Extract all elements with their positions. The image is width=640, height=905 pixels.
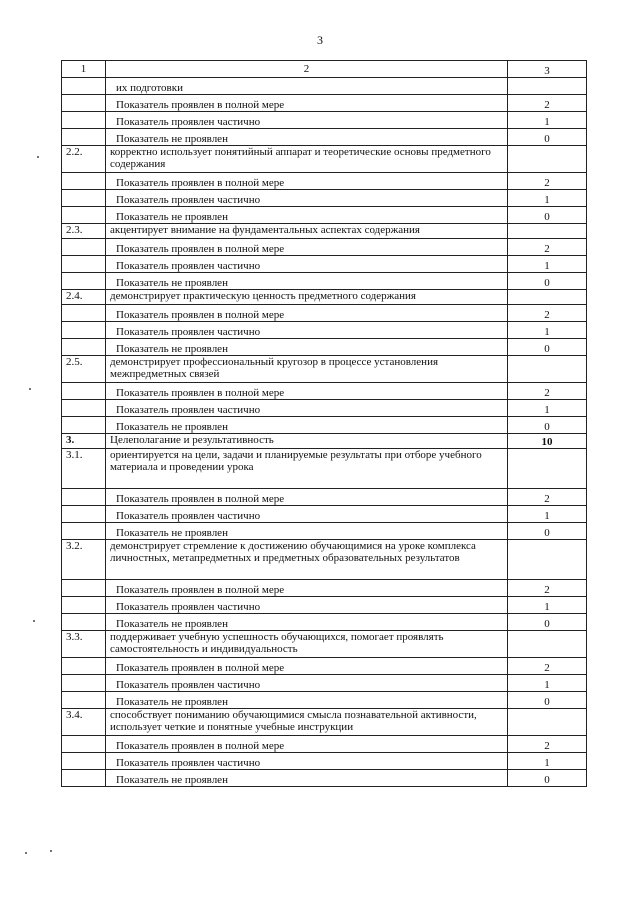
row-score xyxy=(508,78,587,95)
row-text: Показатель проявлен в полной мере xyxy=(106,489,508,506)
criterion-row xyxy=(62,224,587,239)
row-score: 1 xyxy=(508,753,587,770)
row-number: 3.2. xyxy=(62,540,106,580)
indicator-row xyxy=(62,256,587,273)
indicator-row xyxy=(62,273,587,290)
row-score: 1 xyxy=(508,506,587,523)
row-text: Показатель проявлен частично xyxy=(106,675,508,692)
header-col-2: 2 xyxy=(106,61,508,78)
indicator-row xyxy=(62,383,587,400)
row-text: Показатель проявлен в полной мере xyxy=(106,95,508,112)
row-number xyxy=(62,273,106,290)
row-text: Показатель не проявлен xyxy=(106,692,508,709)
row-text: Показатель не проявлен xyxy=(106,207,508,224)
indicator-row xyxy=(62,339,587,356)
row-score xyxy=(508,146,587,173)
row-text: Показатель проявлен частично xyxy=(106,256,508,273)
row-score xyxy=(508,356,587,383)
row-text: Целеполагание и результативность xyxy=(106,434,508,449)
row-text: акцентирует внимание на фундаментальных аспектах содержания xyxy=(106,224,508,239)
row-number xyxy=(62,580,106,597)
row-text: Показатель проявлен в полной мере xyxy=(106,383,508,400)
row-score: 0 xyxy=(508,770,587,787)
table-header-row xyxy=(62,61,587,78)
row-score: 2 xyxy=(508,658,587,675)
criterion-row xyxy=(62,709,587,736)
row-text: Показатель проявлен в полной мере xyxy=(106,580,508,597)
margin-mark xyxy=(25,852,27,854)
row-number xyxy=(62,597,106,614)
row-number: 2.5. xyxy=(62,356,106,383)
row-text: Показатель проявлен частично xyxy=(106,322,508,339)
row-score: 2 xyxy=(508,383,587,400)
margin-mark xyxy=(37,156,39,158)
row-score: 0 xyxy=(508,523,587,540)
row-number: 3. xyxy=(62,434,106,449)
row-number xyxy=(62,506,106,523)
row-score: 2 xyxy=(508,305,587,322)
row-text: Показатель проявлен в полной мере xyxy=(106,736,508,753)
row-text: Показатель проявлен частично xyxy=(106,753,508,770)
row-text: Показатель не проявлен xyxy=(106,614,508,631)
row-text: Показатель проявлен в полной мере xyxy=(106,658,508,675)
row-number xyxy=(62,305,106,322)
row-number xyxy=(62,736,106,753)
row-number xyxy=(62,770,106,787)
row-score: 0 xyxy=(508,129,587,146)
indicator-row xyxy=(62,207,587,224)
row-number xyxy=(62,129,106,146)
row-text: Показатель проявлен частично xyxy=(106,400,508,417)
row-text: их подготовки xyxy=(106,78,508,95)
row-text: Показатель не проявлен xyxy=(106,339,508,356)
row-score: 0 xyxy=(508,692,587,709)
row-number xyxy=(62,658,106,675)
row-number: 3.3. xyxy=(62,631,106,658)
row-text: Показатель проявлен в полной мере xyxy=(106,305,508,322)
row-score: 1 xyxy=(508,400,587,417)
indicator-row xyxy=(62,322,587,339)
row-number xyxy=(62,753,106,770)
page-number: 3 xyxy=(317,33,323,47)
row-score: 1 xyxy=(508,190,587,207)
row-text: Показатель не проявлен xyxy=(106,417,508,434)
row-number xyxy=(62,173,106,190)
indicator-row xyxy=(62,78,587,95)
criterion-row xyxy=(62,146,587,173)
row-score: 0 xyxy=(508,273,587,290)
row-number: 2.4. xyxy=(62,290,106,305)
indicator-row xyxy=(62,489,587,506)
row-number xyxy=(62,614,106,631)
indicator-row xyxy=(62,190,587,207)
indicator-row xyxy=(62,753,587,770)
indicator-row xyxy=(62,173,587,190)
row-score: 2 xyxy=(508,489,587,506)
margin-mark xyxy=(29,388,31,390)
row-number xyxy=(62,489,106,506)
indicator-row xyxy=(62,597,587,614)
row-text: поддерживает учебную успешность обучающихся, помогает проявлять самостоятельность и индивидуальность xyxy=(106,631,508,658)
row-text: демонстрирует профессиональный кругозор в процессе установления межпредметных связей xyxy=(106,356,508,383)
margin-mark xyxy=(33,620,35,622)
row-number xyxy=(62,322,106,339)
row-number: 3.1. xyxy=(62,449,106,489)
criterion-row xyxy=(62,540,587,580)
indicator-row xyxy=(62,770,587,787)
row-score: 0 xyxy=(508,207,587,224)
row-text: Показатель не проявлен xyxy=(106,523,508,540)
row-text: Показатель не проявлен xyxy=(106,770,508,787)
indicator-row xyxy=(62,614,587,631)
criterion-row xyxy=(62,449,587,489)
criterion-row xyxy=(62,356,587,383)
indicator-row xyxy=(62,675,587,692)
indicator-row xyxy=(62,95,587,112)
row-number: 2.3. xyxy=(62,224,106,239)
indicator-row xyxy=(62,305,587,322)
row-number: 3.4. xyxy=(62,709,106,736)
row-number xyxy=(62,112,106,129)
row-score: 1 xyxy=(508,322,587,339)
row-number xyxy=(62,692,106,709)
row-number xyxy=(62,417,106,434)
row-score: 2 xyxy=(508,173,587,190)
indicator-row xyxy=(62,417,587,434)
row-text: Показатель проявлен в полной мере xyxy=(106,239,508,256)
row-score xyxy=(508,224,587,239)
indicator-row xyxy=(62,523,587,540)
indicator-row xyxy=(62,692,587,709)
indicator-row xyxy=(62,658,587,675)
row-text: Показатель не проявлен xyxy=(106,273,508,290)
row-text: корректно использует понятийный аппарат и теоретические основы предметного содержания xyxy=(106,146,508,173)
row-score: 10 xyxy=(508,434,587,449)
criterion-row xyxy=(62,290,587,305)
row-score: 2 xyxy=(508,95,587,112)
header-col-1: 1 xyxy=(62,61,106,78)
row-score: 0 xyxy=(508,417,587,434)
row-score: 1 xyxy=(508,597,587,614)
row-score xyxy=(508,631,587,658)
indicator-row xyxy=(62,580,587,597)
row-score xyxy=(508,709,587,736)
row-number xyxy=(62,523,106,540)
row-text: Показатель проявлен частично xyxy=(106,112,508,129)
evaluation-criteria-table xyxy=(61,60,587,787)
row-text: Показатель проявлен частично xyxy=(106,190,508,207)
row-text: Показатель проявлен частично xyxy=(106,597,508,614)
indicator-row xyxy=(62,129,587,146)
row-score: 2 xyxy=(508,239,587,256)
row-number xyxy=(62,400,106,417)
indicator-row xyxy=(62,736,587,753)
row-text: Показатель проявлен в полной мере xyxy=(106,173,508,190)
criterion-row xyxy=(62,631,587,658)
row-score xyxy=(508,290,587,305)
row-score: 0 xyxy=(508,614,587,631)
row-score: 1 xyxy=(508,112,587,129)
row-number: 2.2. xyxy=(62,146,106,173)
indicator-row xyxy=(62,239,587,256)
row-score: 1 xyxy=(508,256,587,273)
row-score: 0 xyxy=(508,339,587,356)
row-number xyxy=(62,78,106,95)
section-row xyxy=(62,434,587,449)
row-score: 2 xyxy=(508,580,587,597)
row-text: Показатель проявлен частично xyxy=(106,506,508,523)
row-number xyxy=(62,675,106,692)
row-text: демонстрирует стремление к достижению обучающимися на уроке комплекса личностных, метапредметных и предметных образовательных результатов xyxy=(106,540,508,580)
row-text: способствует пониманию обучающимися смысла познавательной активности, использует четкие и понятные учебные инструкции xyxy=(106,709,508,736)
row-number xyxy=(62,256,106,273)
row-text: ориентируется на цели, задачи и планируемые результаты при отборе учебного материала и проведении урока xyxy=(106,449,508,489)
row-score xyxy=(508,449,587,489)
row-number xyxy=(62,95,106,112)
indicator-row xyxy=(62,506,587,523)
header-col-3: 3 xyxy=(508,61,587,78)
indicator-row xyxy=(62,400,587,417)
row-score xyxy=(508,540,587,580)
margin-mark xyxy=(50,850,52,852)
row-number xyxy=(62,207,106,224)
indicator-row xyxy=(62,112,587,129)
row-number xyxy=(62,383,106,400)
row-score: 2 xyxy=(508,736,587,753)
row-number xyxy=(62,339,106,356)
row-number xyxy=(62,190,106,207)
row-text: Показатель не проявлен xyxy=(106,129,508,146)
row-text: демонстрирует практическую ценность предметного содержания xyxy=(106,290,508,305)
row-score: 1 xyxy=(508,675,587,692)
row-number xyxy=(62,239,106,256)
